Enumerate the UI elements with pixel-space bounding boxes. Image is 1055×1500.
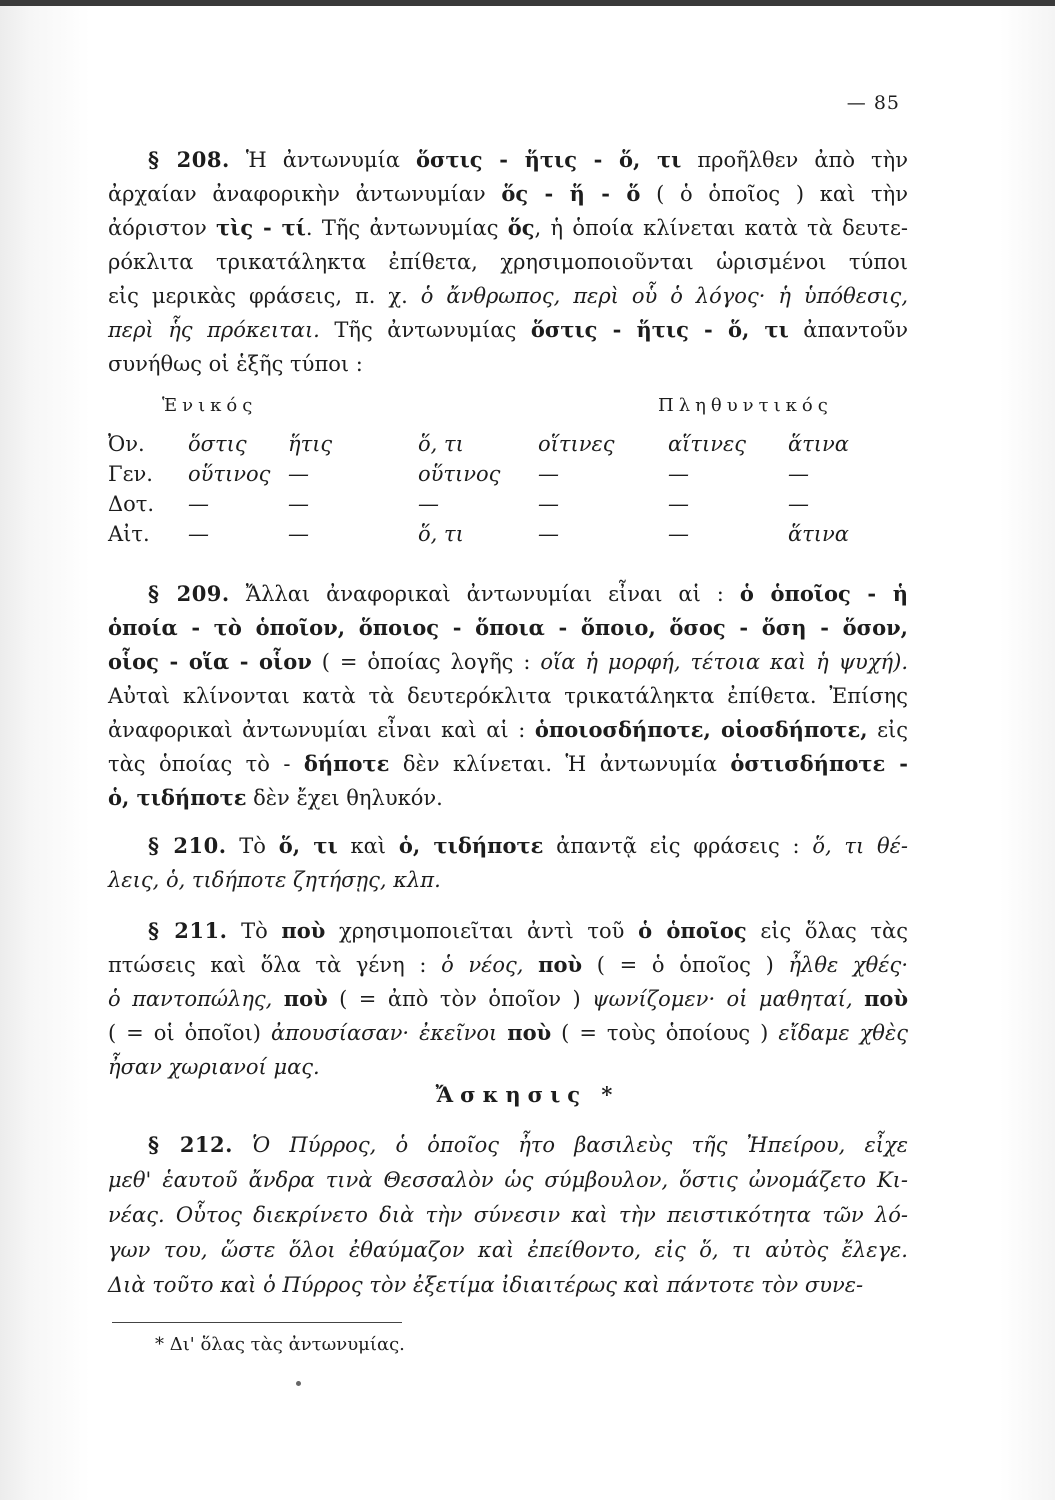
text-run: ρόκλιτα τρικατάληκτα ἐπίθετα, χρησιμοποιοῦνται ὡρισμένοι τύποι (108, 250, 908, 274)
text-line (108, 863, 908, 897)
text-run: ὅ, τι θέ- (812, 834, 909, 858)
text-run: νέας. Οὗτος διεκρίνετο διὰ τὴν σύνεσιν καὶ τὴν πειστικότητα τῶν λό- (108, 1203, 908, 1227)
text-run: εἰς ὅλας τὰς (746, 919, 908, 943)
text-line (108, 747, 908, 781)
text-run: ποὺ (283, 986, 328, 1011)
text-run: χρησιμοποιεῖται ἀντὶ τοῦ (325, 919, 639, 943)
table-cell: ἅτινα (788, 432, 849, 456)
text-run: ( = οἱ ὁποῖοι) (108, 1021, 271, 1045)
section-number: § 208. (148, 147, 230, 172)
table-cell: — (788, 462, 809, 486)
table-cell: — (288, 462, 309, 486)
text-run: Ὁ Πύρρος, ὁ ὁποῖος ἦτο βασιλεὺς τῆς Ἠπείρου, εἶχε (232, 1133, 908, 1157)
text-line (108, 982, 908, 1016)
text-run: ἦσαν χωριανοί μας. (108, 1055, 320, 1079)
text-run: , ἡ ὁποία κλίνεται κατὰ τὰ δευτε- (534, 216, 908, 240)
text-line (108, 1198, 908, 1233)
text-run: ἦλθε χθές· (788, 953, 908, 977)
table-cell: — (418, 492, 439, 516)
text-run: ὁ, τιδήποτε (398, 833, 544, 858)
text-line (108, 914, 908, 948)
text-run: ( = ἀπὸ τὸν ὁποῖον ) (327, 987, 593, 1011)
text-run: οἷος - οἵα - οἷον (108, 649, 312, 674)
text-run: Διὰ τοῦτο καὶ ὁ Πύρρος τὸν ἐξετίμα ἰδιαιτέρως καὶ πάντοτε τὸν συνε- (108, 1273, 864, 1297)
text-line (108, 1016, 908, 1050)
text-line (108, 1050, 908, 1084)
text-run: καὶ (337, 834, 399, 858)
table-cell: — (288, 492, 309, 516)
text-run: δὲν ἔχει θηλυκόν. (246, 786, 443, 810)
section-210 (108, 829, 908, 897)
table-cell: ὅ, τι (418, 522, 464, 546)
text-run: ὅστις - ἥτις - ὅ, τι (416, 147, 682, 172)
text-run: ζητήσῃς, κλπ. (286, 868, 441, 892)
text-run: ὅ, τι (278, 833, 338, 858)
text-run: δήποτε (303, 751, 390, 776)
table-cell: — (668, 522, 689, 546)
text-run: ἀρχαίαν ἀναφορικὴν ἀντωνυμίαν (108, 182, 502, 206)
text-run: ὅς - ἥ - ὅ (501, 181, 641, 206)
table-cell: — (288, 522, 309, 546)
section-number: § 209. (148, 581, 230, 606)
text-run: τὰς ὁποίας τὸ - (108, 752, 304, 776)
table-cell: οἵτινες (538, 432, 615, 456)
text-line (108, 279, 908, 313)
text-line (108, 245, 908, 279)
text-run: ὁ ὁποῖος (638, 918, 747, 943)
print-speck (296, 1381, 301, 1386)
table-cell: οὕτινος (418, 462, 501, 486)
text-line (108, 781, 908, 815)
text-run: ὁποία - τὸ ὁποῖον, ὅποιος - ὅποια - ὅποιο, ὅσος - ὅση - ὅσον, (108, 615, 908, 640)
text-line (108, 313, 908, 347)
text-run: ὁστισδήποτε - (730, 751, 908, 776)
section-212 (108, 1127, 908, 1303)
text-run: Ἡ ἀντωνυμία (229, 148, 417, 172)
section-211 (108, 914, 908, 1084)
text-run: τὶς - τί (216, 215, 306, 240)
text-run: ὁ, τιδήποτε (108, 785, 247, 810)
table-cell: — (538, 522, 559, 546)
case-label: Αἰτ. (108, 522, 150, 546)
text-line (108, 948, 908, 982)
text-line (108, 645, 908, 679)
text-line (108, 1268, 908, 1303)
text-line (108, 1163, 908, 1198)
text-run: εἰς (867, 718, 908, 742)
exercise-title: Ἄσκησις * (435, 1082, 620, 1107)
table-cell: — (538, 462, 559, 486)
section-number: § 211. (148, 918, 228, 943)
text-run: ἀπαντοῦν (788, 318, 908, 342)
text-run: μεθ' ἑαυτοῦ ἄνδρα τινὰ Θεσσαλὸν ὡς σύμβουλον, ὅστις ὠνομάζετο Κι- (108, 1168, 908, 1192)
text-run: ψωνίζομεν· οἱ μαθηταί, (592, 987, 865, 1011)
text-run: ἀπαντᾷ εἰς φράσεις : (543, 834, 813, 858)
text-run: Αὐταὶ κλίνονται κατὰ τὰ δευτερόκλιτα τρικατάληκτα ἐπίθετα. Ἐπίσης (108, 684, 908, 708)
text-run: συνήθως οἱ ἑξῆς τύποι : (108, 352, 363, 376)
text-run: ( = ὁ ὁποῖος ) (582, 953, 789, 977)
text-run: ὁ ὁποῖος - ἡ (739, 581, 908, 606)
text-run: ( ὁ ὁποῖος ) καὶ τὴν (640, 182, 909, 206)
text-run: εἴδαμε χθὲς (778, 1021, 908, 1045)
table-heading-singular: Ἑνικός (162, 395, 258, 416)
text-run: πτώσεις καὶ ὅλα τὰ γένη : (108, 953, 442, 977)
text-run: δὲν κλίνεται. Ἡ ἀντωνυμία (389, 752, 731, 776)
table-cell: — (668, 462, 689, 486)
text-line (108, 211, 908, 245)
table-heading-plural: Πληθυντικός (658, 395, 833, 416)
section-number: § 210. (148, 833, 227, 858)
text-run: ποὺ (538, 952, 583, 977)
text-line (108, 713, 908, 747)
text-run: ὁ ἄνθρωπος, περὶ οὗ ὁ λόγος· ἡ ὑπόθεσις, (420, 284, 908, 308)
text-run: ποὺ (864, 986, 909, 1011)
section-number: § 212. (148, 1132, 233, 1157)
table-cell: — (188, 522, 209, 546)
table-cell: ἥτις (288, 432, 333, 456)
text-run: εἰς μερικὰς φράσεις, π. χ. (108, 284, 421, 308)
text-line (108, 829, 908, 863)
case-label: Γεν. (108, 462, 153, 486)
text-run: ὁ νέος, (441, 953, 539, 977)
footnote-rule (112, 1322, 402, 1323)
text-run: ὁ παντοπώλης, (108, 987, 284, 1011)
text-run: γων του, ὥστε ὅλοι ἐθαύμαζον καὶ ἐπείθοντο, εἰς ὅ, τι αὐτὸς ἔλεγε. (108, 1238, 908, 1262)
table-cell: ὅ, τι (418, 432, 464, 456)
text-run: ( = τοὺς ὁποίους ) (551, 1021, 779, 1045)
text-run: ὅς (507, 215, 535, 240)
scan-top-edge (0, 0, 1055, 6)
text-line (108, 1127, 908, 1163)
text-line (108, 611, 908, 645)
text-run: ὅστις - ἥτις - ὅ, τι (530, 317, 789, 342)
text-line (108, 1233, 908, 1268)
table-cell: — (668, 492, 689, 516)
text-run: ἀναφορικαὶ ἀντωνυμίαι εἶναι καὶ αἱ : (108, 718, 535, 742)
text-line (108, 177, 908, 211)
table-cell: ὅστις (188, 432, 247, 456)
text-run: ὁ, τιδήποτε (165, 868, 287, 892)
table-cell: — (188, 492, 209, 516)
text-run: ἀπουσίασαν· ἐκεῖνοι (270, 1021, 508, 1045)
text-run: προῆλθεν ἀπὸ τὴν (681, 148, 908, 172)
text-line (108, 347, 908, 381)
text-run: οἵα ἡ μορφή, τέτοια καὶ ἡ ψυχή). (540, 650, 909, 674)
text-run: ἀόριστον (108, 216, 217, 240)
text-run: ( = ὁποίας λογῆς : (311, 650, 541, 674)
text-run: ποὺ (281, 918, 326, 943)
text-run: ὁποιοσδήποτε, οἱοσδήποτε, (534, 717, 868, 742)
case-label: Ὀν. (108, 432, 145, 456)
table-cell: οὕτινος (188, 462, 271, 486)
text-line (108, 679, 908, 713)
section-208 (108, 143, 908, 381)
text-run: Ἄλλαι ἀναφορικαὶ ἀντωνυμίαι εἶναι αἱ : (229, 582, 740, 606)
text-run: . Τῆς ἀντωνυμίας (305, 216, 508, 240)
case-label: Δοτ. (108, 492, 155, 516)
text-run: λεις, (108, 868, 166, 892)
table-cell: ἅτινα (788, 522, 849, 546)
text-line (108, 143, 908, 177)
text-run: Τὸ (227, 919, 282, 943)
table-cell: αἵτινες (668, 432, 747, 456)
text-run: Τὸ (226, 834, 279, 858)
table-cell: — (788, 492, 809, 516)
footnote: * Δι' ὅλας τὰς ἀντωνυμίας. (155, 1334, 405, 1355)
text-run: περὶ ἧς πρόκειται. (108, 318, 320, 342)
text-line (108, 577, 908, 611)
page-number: — 85 (846, 92, 900, 114)
text-run: Τῆς ἀντωνυμίας (319, 318, 531, 342)
section-209 (108, 577, 908, 815)
text-run: ποὺ (507, 1020, 552, 1045)
table-cell: — (538, 492, 559, 516)
